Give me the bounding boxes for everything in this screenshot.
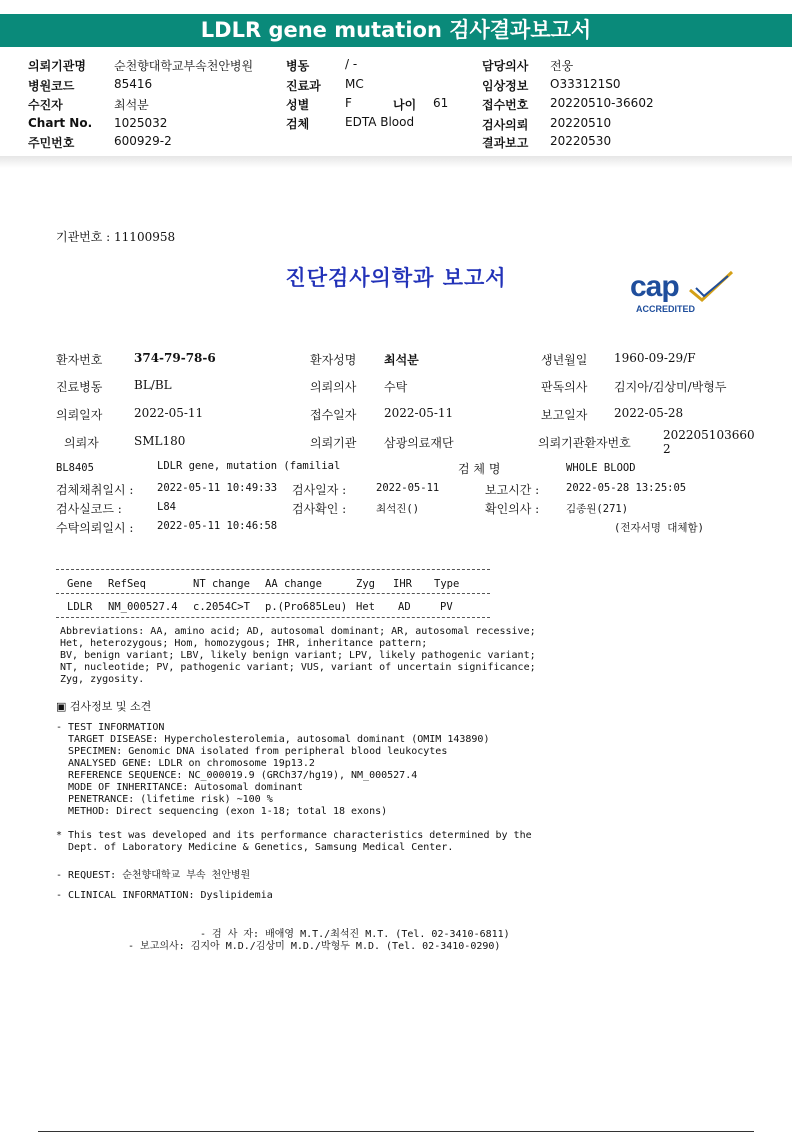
- patient-label: 진료병동: [56, 380, 103, 394]
- patient-value: 2022-05-11: [134, 406, 204, 420]
- info-line: TARGET DISEASE: Hypercholesterolemia, autosomal dominant (OMIM 143890): [56, 734, 490, 745]
- patient-label: 환자번호: [56, 353, 103, 367]
- header-value: 20220530: [550, 134, 612, 148]
- footer-divider: [38, 1131, 754, 1132]
- header-label: 담당의사: [482, 59, 529, 73]
- abbrev-line: Het, heterozygous; Hom, homozygous; IHR, inheritance pattern;: [60, 638, 428, 649]
- header-label: 접수번호: [482, 98, 529, 112]
- collect-value: 2022-05-11 10:49:33: [157, 482, 278, 494]
- table-cell: AD: [398, 601, 411, 613]
- cap-logo-sub: ACCREDITED: [636, 304, 696, 314]
- patient-number: 374-79-78-6: [134, 351, 216, 365]
- header-label: 검사의뢰: [482, 118, 529, 132]
- abbrev-line: Zyg, zygosity.: [60, 674, 145, 685]
- signer-line: - 검 사 자: 배애영 M.T./최석진 M.T. (Tel. 02-3410-6811): [200, 929, 510, 940]
- header-value: 전웅: [550, 59, 574, 73]
- specimen-value: WHOLE BLOOD: [566, 462, 636, 474]
- test-name: LDLR gene, mutation (familial: [157, 460, 341, 472]
- table-header: NT change: [193, 578, 250, 590]
- report-title: 진단검사의학과 보고서: [285, 265, 507, 290]
- table-cell: c.2054C>T: [193, 601, 250, 613]
- header-label: 수진자: [28, 98, 63, 112]
- patient-label: 생년월일: [541, 353, 588, 367]
- section-title: ▣ 검사정보 및 소견: [56, 700, 152, 713]
- test-code: BL8405: [56, 462, 94, 474]
- patient-label: 환자성명: [310, 353, 357, 367]
- header-label: Chart No.: [28, 116, 93, 130]
- patient-label: 의뢰의사: [310, 380, 357, 394]
- patient-value: 202205103660: [663, 428, 755, 442]
- patient-name: 최석분: [384, 353, 419, 367]
- header-value: 20220510: [550, 116, 612, 130]
- table-rule: [56, 569, 490, 570]
- confirm-label: 검사확인 :: [292, 502, 347, 516]
- reqtime-label: 수탁의뢰일시 :: [56, 521, 134, 535]
- abbrev-line: NT, nucleotide; PV, pathogenic variant; VUS, variant of uncertain significance;: [60, 662, 536, 673]
- labcode-value: L84: [157, 501, 176, 513]
- patient-value: 삼광의료재단: [384, 436, 454, 450]
- confirmdoc-label: 확인의사 :: [485, 502, 540, 516]
- patient-value: 김지아/김상미/박형두: [614, 380, 727, 394]
- header-label: 결과보고: [482, 136, 529, 150]
- header-value: 600929-2: [114, 134, 172, 148]
- info-line: - TEST INFORMATION: [56, 722, 165, 733]
- note-line: Dept. of Laboratory Medicine & Genetics, Samsung Medical Center.: [56, 842, 454, 853]
- patient-label: 접수일자: [310, 408, 357, 422]
- header-divider: [0, 156, 792, 168]
- report-title-bar: LDLR gene mutation 검사결과보고서: [0, 14, 792, 47]
- reporttime-label: 보고시간 :: [485, 483, 540, 497]
- header-value: O333121S0: [550, 77, 621, 91]
- header-label: 의뢰기관명: [28, 59, 86, 73]
- table-header: Gene: [67, 578, 93, 590]
- header-value: EDTA Blood: [345, 115, 415, 129]
- table-cell: PV: [440, 601, 453, 613]
- info-line: REFERENCE SEQUENCE: NC_000019.9 (GRCh37/hg19), NM_000527.4: [56, 770, 418, 781]
- table-cell: NM_000527.4: [108, 601, 178, 613]
- patient-value: 1960-09-29/F: [614, 351, 696, 365]
- patient-value: BL/BL: [134, 378, 172, 392]
- abbrev-line: BV, benign variant; LBV, likely benign variant; LPV, likely pathogenic variant;: [60, 650, 536, 661]
- header-value: 최석분: [114, 98, 149, 112]
- request-line: - REQUEST: 순천향대학교 부속 천안병원: [56, 870, 251, 881]
- patient-value: SML180: [134, 434, 186, 448]
- header-label: 병동: [286, 59, 310, 73]
- specimen-label: 검 체 명: [458, 462, 501, 476]
- reporttime-value: 2022-05-28 13:25:05: [566, 482, 687, 494]
- patient-value: 2022-05-11: [384, 406, 454, 420]
- header-value: F: [345, 96, 352, 110]
- table-header: Type: [434, 578, 460, 590]
- institution-number: 기관번호 : 11100958: [56, 230, 176, 244]
- info-line: PENETRANCE: (lifetime risk) ~100 %: [56, 794, 273, 805]
- testdate-label: 검사일자 :: [292, 483, 347, 497]
- info-line: ANALYSED GENE: LDLR on chromosome 19p13.2: [56, 758, 315, 769]
- signer-line: - 보고의사: 김지아 M.D./김상미 M.D./박형두 M.D. (Tel. 02-3410-0290): [128, 941, 501, 952]
- header-label: 검체: [286, 117, 310, 131]
- table-cell: p.(Pro685Leu): [265, 601, 348, 613]
- labcode-label: 검사실코드 :: [56, 502, 122, 516]
- table-rule: [56, 617, 490, 618]
- patient-label: 의뢰자: [64, 436, 99, 450]
- patient-label: 보고일자: [541, 408, 588, 422]
- cap-logo-text: cap: [630, 270, 679, 303]
- table-header: IHR: [393, 578, 412, 590]
- reqtime-value: 2022-05-11 10:46:58: [157, 520, 278, 532]
- confirmdoc-value: 김종원(271): [566, 503, 629, 515]
- header-label: 임상정보: [482, 79, 529, 93]
- patient-label: 의뢰일자: [56, 408, 103, 422]
- testdate-value: 2022-05-11: [376, 482, 440, 494]
- info-line: SPECIMEN: Genomic DNA isolated from peripheral blood leukocytes: [56, 746, 448, 757]
- clinical-line: - CLINICAL INFORMATION: Dyslipidemia: [56, 890, 273, 901]
- abbrev-line: Abbreviations: AA, amino acid; AD, autosomal dominant; AR, autosomal recessive;: [60, 626, 536, 637]
- header-value: 순천향대학교부속천안병원: [114, 59, 254, 73]
- patient-value: 2022-05-28: [614, 406, 684, 420]
- table-header: Zyg: [356, 578, 375, 590]
- table-cell: Het: [356, 601, 375, 613]
- table-cell: LDLR: [67, 601, 93, 613]
- cap-logo: [630, 270, 740, 318]
- header-label: 진료과: [286, 79, 321, 93]
- header-label: 병원코드: [28, 79, 75, 93]
- header-value: / -: [345, 57, 358, 71]
- collect-label: 검체채취일시 :: [56, 483, 134, 497]
- patient-value: 수탁: [384, 380, 408, 394]
- confirm-value: 최석진(): [376, 503, 420, 515]
- patient-label: 판독의사: [541, 380, 588, 394]
- age-label: 나이: [393, 98, 417, 112]
- note-line: * This test was developed and its performance characteristics determined by the: [56, 830, 532, 841]
- info-line: MODE OF INHERITANCE: Autosomal dominant: [56, 782, 303, 793]
- table-header: AA change: [265, 578, 322, 590]
- patient-label: 의뢰기관환자번호: [538, 436, 631, 450]
- header-value: 85416: [114, 77, 153, 91]
- age-value: 61: [433, 96, 449, 110]
- header-value: 1025032: [114, 116, 168, 130]
- table-header: RefSeq: [108, 578, 146, 590]
- esign-note: (전자서명 대체함): [614, 522, 704, 534]
- header-label: 주민번호: [28, 136, 75, 150]
- cap-check-icon: [686, 270, 736, 304]
- patient-value: 2: [663, 442, 671, 456]
- info-line: METHOD: Direct sequencing (exon 1-18; total 18 exons): [56, 806, 388, 817]
- table-rule: [56, 593, 490, 594]
- header-value: MC: [345, 77, 364, 91]
- header-value: 20220510-36602: [550, 96, 654, 110]
- patient-label: 의뢰기관: [310, 436, 357, 450]
- header-label: 성별: [286, 98, 310, 112]
